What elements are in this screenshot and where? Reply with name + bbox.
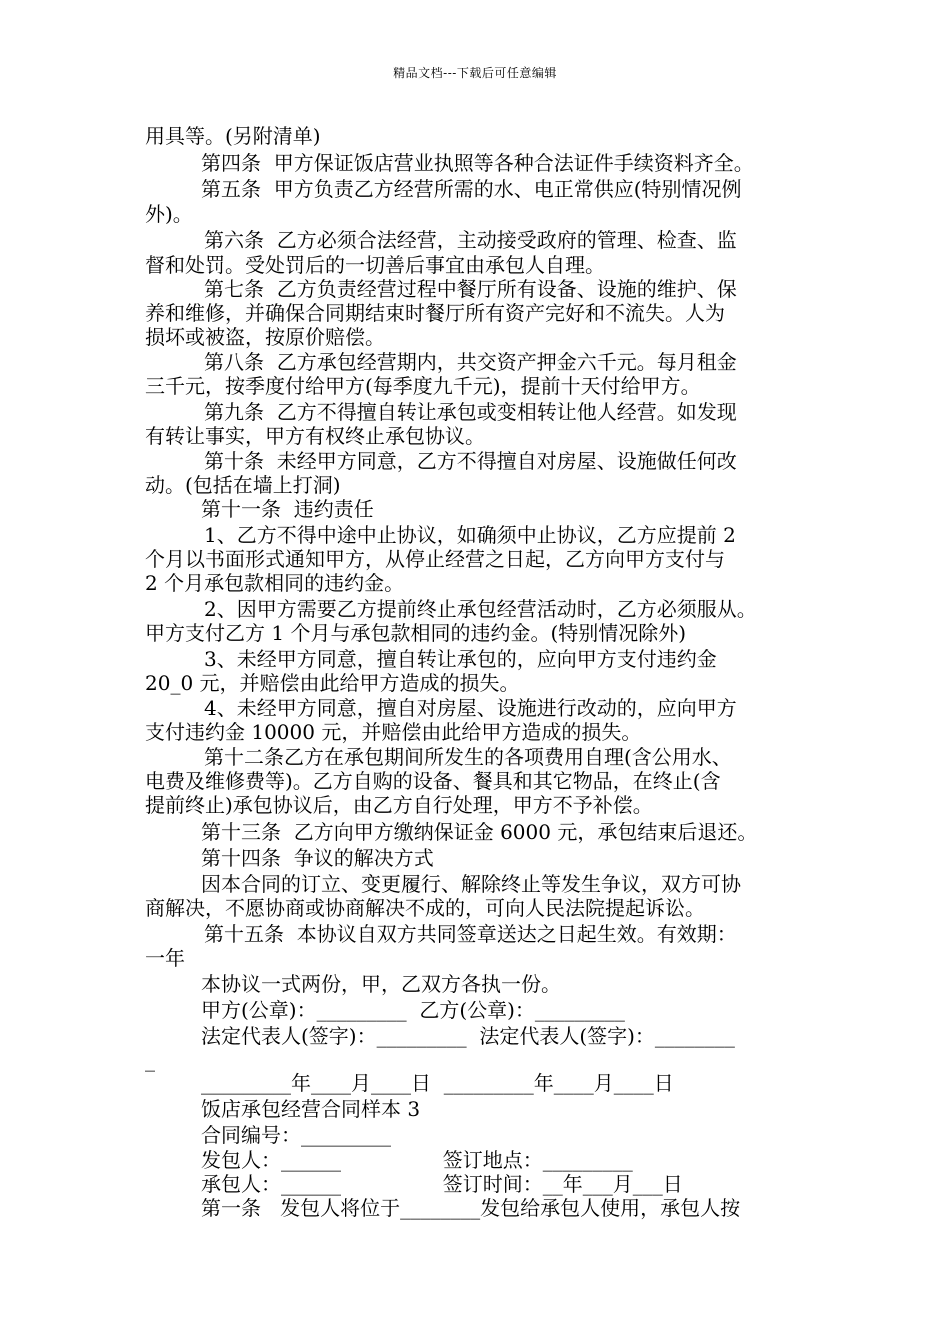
article-15: 第十五条 本协议自双方共同签章送达之日起生效。有效期： [204,922,737,946]
text-line: 本协议一式两份，甲，乙双方各执一份。 [201,972,561,996]
article-1: 第一条 发包人将位于________发包给承包人使用，承包人按 [201,1196,741,1220]
text-line: 电费及维修费等)。乙方自购的设备、餐具和其它物品，在终止(含 [145,769,721,793]
text-line: 2 个月承包款相同的违约金。 [145,571,405,595]
clause-2: 2、因甲方需要乙方提前终止承包经营活动时，乙方必须服从。 [204,597,757,621]
text-line: 提前终止)承包协议后，由乙方自行处理，甲方不予补偿。 [145,793,653,817]
article-13: 第十三条 乙方向甲方缴纳保证金 6000 元，承包结束后退还。 [201,820,758,844]
article-10: 第十条 未经甲方同意，乙方不得擅自对房屋、设施做任何改 [204,449,737,473]
text-line: 动。(包括在墙上打洞) [145,473,341,497]
text-line: 因本合同的订立、变更履行、解除终止等发生争议，双方可协 [201,872,741,896]
article-4: 第四条 甲方保证饭店营业执照等各种合法证件手续资料齐全。 [201,151,754,175]
article-6: 第六条 乙方必须合法经营，主动接受政府的管理、检查、监 [204,228,737,252]
text-line: 一年 [145,946,185,970]
article-9: 第九条 乙方不得擅自转让承包或变相转让他人经营。如发现 [204,400,737,424]
text-line: 支付违约金 10000 元，并赔偿由此给甲方造成的损失。 [145,720,642,744]
text-line: 商解决，不愿协商或协商解决不成的，可向人民法院提起诉讼。 [145,896,705,920]
text-line: 督和处罚。受处罚后的一切善后事宜由承包人自理。 [145,253,605,277]
article-5: 第五条 甲方负责乙方经营所需的水、电正常供应(特别情况例 [201,177,742,201]
text-line: 养和维修，并确保合同期结束时餐厅所有资产完好和不流失。人为 [145,301,725,325]
seal-line: 甲方(公章)：_________ 乙方(公章)：_________ [201,998,625,1022]
article-12: 第十二条乙方在承包期间所发生的各项费用自理(含公用水、 [204,745,732,769]
representative-line: 法定代表人(签字)：_________ 法定代表人(签字)：________ [201,1024,735,1048]
text-line: 20_0 元，并赔偿由此给甲方造成的损失。 [145,671,520,695]
article-14: 第十四条 争议的解决方式 [201,846,434,870]
text-line: 用具等。(另附清单) [145,124,321,148]
contractor-line: 承包人：______ 签订时间：__年___月___日 [201,1172,683,1196]
text-line: 有转让事实，甲方有权终止承包协议。 [145,424,485,448]
clause-4: 4、未经甲方同意，擅自对房屋、设施进行改动的，应向甲方 [204,696,737,720]
issuer-line: 发包人：______ 签订地点：_________ [201,1148,633,1172]
page-header: 精品文档---下载后可任意编辑 [393,66,557,80]
article-11: 第十一条 违约责任 [201,497,374,521]
contract-title: 饭店承包经营合同样本 3 [201,1097,421,1121]
text-line: 甲方支付乙方 1 个月与承包款相同的违约金。(特别情况除外) [145,621,687,645]
date-line: _________年____月____日 _________年____月____日 [201,1071,674,1095]
text-line: 损坏或被盗，按原价赔偿。 [145,325,385,349]
text-line: _ [145,1048,155,1072]
text-line: 个月以书面形式通知甲方，从停止经营之日起，乙方向甲方支付与 [145,547,725,571]
text-line: 外)。 [145,202,193,226]
article-8: 第八条 乙方承包经营期内，共交资产押金六千元。每月租金 [204,350,737,374]
contract-number: 合同编号：_________ [201,1123,391,1147]
clause-1: 1、乙方不得中途中止协议，如确须中止协议，乙方应提前 2 [204,523,736,547]
article-7: 第七条 乙方负责经营过程中餐厅所有设备、设施的维护、保 [204,277,737,301]
clause-3: 3、未经甲方同意，擅自转让承包的，应向甲方支付违约金 [204,647,717,671]
text-line: 三千元，按季度付给甲方(每季度九千元)，提前十天付给甲方。 [145,374,701,398]
